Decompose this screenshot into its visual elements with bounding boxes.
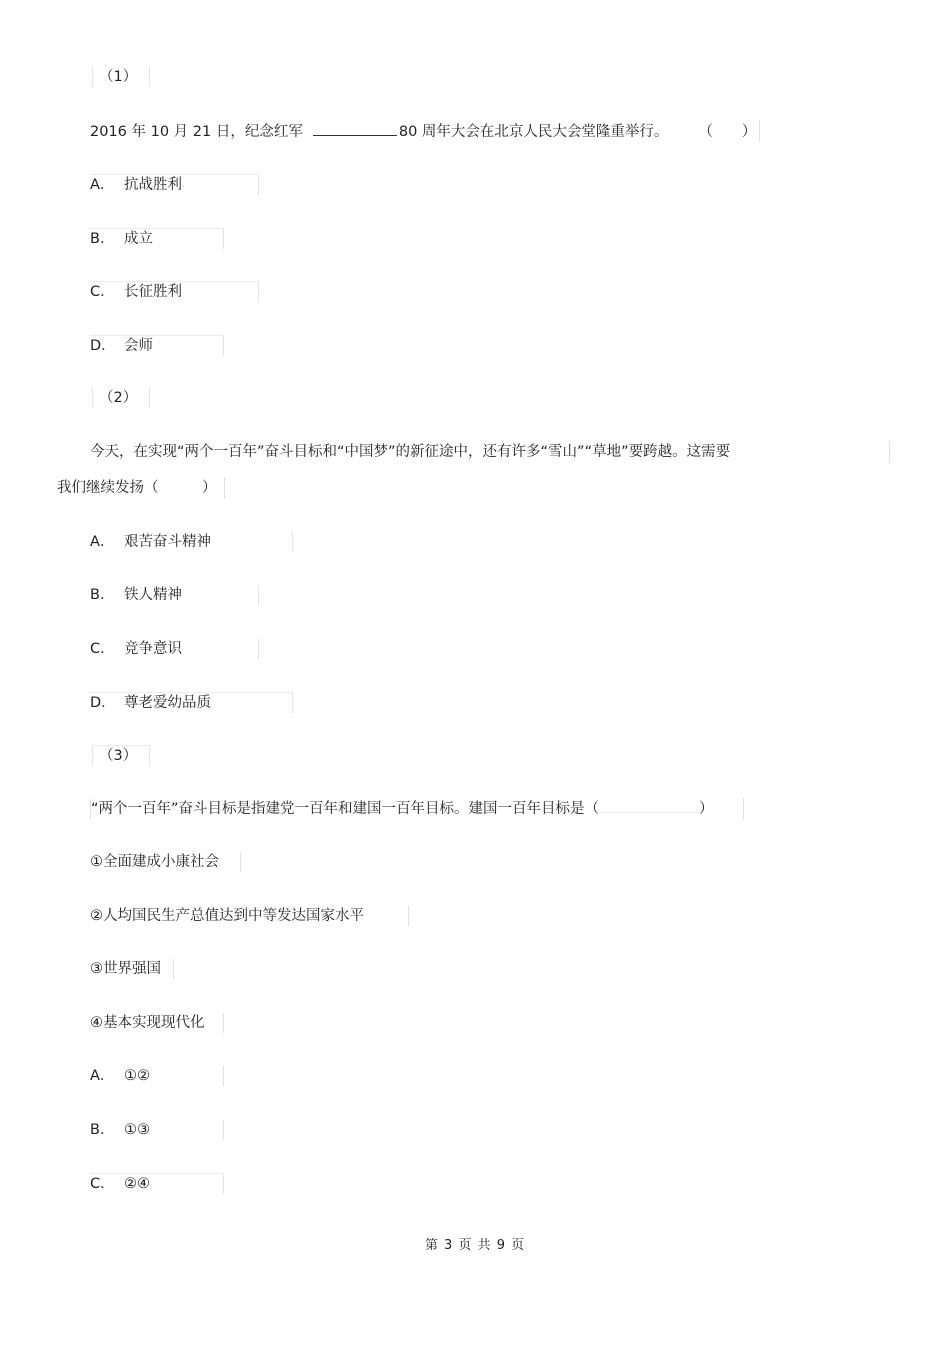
statement-3: ③世界强国 <box>90 959 174 979</box>
option-3c[interactable] <box>90 1173 224 1194</box>
option-letter: B． <box>90 587 115 603</box>
option-2c[interactable] <box>90 639 259 659</box>
stem-before-blank: 2016 年 10 月 21 日，纪念红军 <box>90 124 303 140</box>
question-number-1 <box>92 67 150 87</box>
stem-text: “两个一百年”奋斗目标是指建党一百年和建国一百年目标。建国一百年目标是（ <box>91 801 600 817</box>
option-text: 竞争意识 <box>124 641 182 657</box>
question-stem-1 <box>90 121 756 142</box>
option-text: ①② <box>124 1068 150 1084</box>
fill-blank[interactable] <box>313 121 397 136</box>
option-letter: A． <box>90 1068 115 1084</box>
option-1b[interactable] <box>90 228 224 249</box>
option-text: 艰苦奋斗精神 <box>124 534 211 550</box>
option-2a[interactable] <box>90 532 293 552</box>
option-text: 会师 <box>124 338 153 354</box>
answer-paren: （ ） <box>698 124 757 140</box>
stem-close: ） <box>699 801 714 817</box>
text-box-edge <box>224 477 225 499</box>
question-number-3 <box>92 745 150 766</box>
option-letter: A． <box>90 534 115 550</box>
option-text: ②④ <box>124 1176 150 1192</box>
statement-2: ②人均国民生产总值达到中等发达国家水平 <box>90 906 409 926</box>
option-letter: C． <box>90 1176 115 1192</box>
question-number-2 <box>92 388 150 408</box>
option-text: 尊老爱幼品质 <box>124 695 211 711</box>
option-text: ①③ <box>124 1122 150 1138</box>
option-1a[interactable] <box>90 174 259 195</box>
option-text: 成立 <box>124 231 153 247</box>
question-number-label: （3） <box>99 748 138 764</box>
option-3b[interactable] <box>90 1120 224 1140</box>
question-stem-2-line1: 今天，在实现“两个一百年”奋斗目标和“中国梦”的新征途中，还有许多“雪山”“草地”要跨越。这需要 <box>90 444 731 460</box>
option-1d[interactable] <box>90 335 224 356</box>
question-number-label: （2） <box>99 390 138 406</box>
option-text: 抗战胜利 <box>124 177 182 193</box>
option-text: 长征胜利 <box>124 284 182 300</box>
text-box-edge <box>759 120 760 142</box>
option-letter: C． <box>90 284 115 300</box>
option-letter: B． <box>90 1122 115 1138</box>
option-2d[interactable] <box>90 692 293 713</box>
option-3a[interactable] <box>90 1066 224 1086</box>
option-1c[interactable] <box>90 281 259 302</box>
stem-after-blank: 80 周年大会在北京人民大会堂隆重举行。 <box>398 124 669 140</box>
page-footer: 第 3 页 共 9 页 <box>424 1238 526 1253</box>
option-2b[interactable] <box>90 585 259 605</box>
question-number-label: （1） <box>99 69 138 85</box>
statement-1: ①全面建成小康社会 <box>90 852 241 872</box>
option-letter: A． <box>90 177 115 193</box>
text-box-edge <box>889 441 890 463</box>
option-letter: B． <box>90 231 115 247</box>
option-text: 铁人精神 <box>124 587 182 603</box>
statement-4: ④基本实现现代化 <box>90 1013 224 1033</box>
question-stem-3 <box>90 799 714 819</box>
option-letter: C． <box>90 641 115 657</box>
text-box-edge <box>743 798 744 820</box>
option-letter: D． <box>90 338 116 354</box>
question-stem-2-line2: 我们继续发扬（ ） <box>57 480 217 496</box>
option-letter: D． <box>90 695 116 711</box>
